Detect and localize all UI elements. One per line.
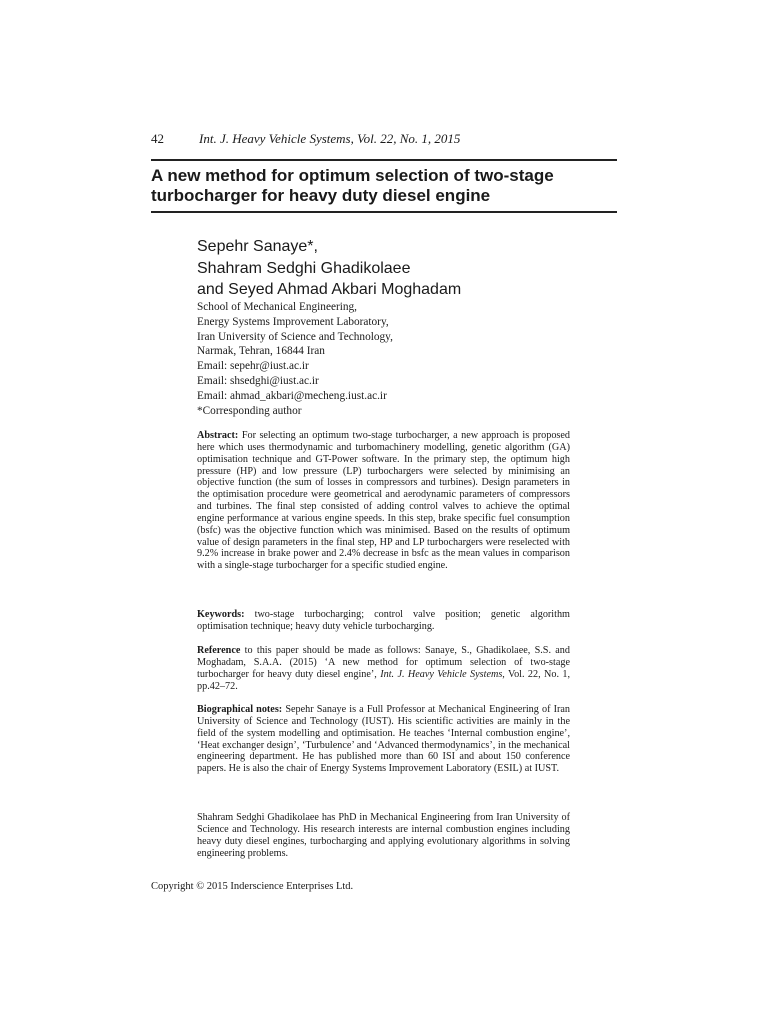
author-line: and Seyed Ahmad Akbari Moghadam (197, 281, 462, 298)
keywords-text: two-stage turbocharging; control valve position; genetic algorithm optimisation technique; heavy duty vehicle turbocharging. (197, 609, 570, 632)
paper-title: A new method for optimum selection of two-stage turbocharger for heavy duty diesel engine (151, 166, 554, 205)
title-rule-top (151, 159, 617, 161)
reference (197, 645, 570, 692)
author-list (197, 236, 617, 301)
biographical-notes (197, 704, 570, 775)
bio-paragraph-2: Shahram Sedghi Ghadikolaee has PhD in Mechanical Engineering from Iran University of Science and Technology. His research interests are internal combustion engines including heavy duty diesel engines, turbocharging and applying evolutionary algorithms in solving engineering problems. (197, 812, 570, 859)
reference-volume: , Vol. 22, No. 1, pp.42–72. (197, 668, 571, 692)
journal-citation: Int. J. Heavy Vehicle Systems, Vol. 22, No. 1, 2015 (199, 131, 461, 146)
page-number: 42 (151, 131, 164, 146)
keywords (197, 609, 570, 633)
corresponding-author-note: *Corresponding author (197, 404, 302, 417)
author-line: Shahram Sedghi Ghadikolaee (197, 259, 411, 277)
keywords-label: Keywords: (197, 609, 245, 620)
email-line: Email: shsedghi@iust.ac.ir (197, 374, 319, 387)
abstract (197, 430, 570, 572)
bio-label: Biographical notes: (197, 704, 283, 715)
running-head (151, 131, 621, 147)
reference-text: to this paper should be made as follows: Sanaye, S., Ghadikolaee, S.S. and Moghadam, S.A.A. (2015) ‘A new method for optimum selection of two-stage turbocharger for heavy duty diesel engine’, (197, 645, 570, 680)
affiliation-line: Energy Systems Improvement Laboratory, (197, 315, 389, 328)
email-line: Email: ahmad_akbari@mecheng.iust.ac.ir (197, 389, 387, 402)
affiliation-line: School of Mechanical Engineering, (197, 301, 357, 313)
bio-paragraph: Sepehr Sanaye is a Full Professor at Mechanical Engineering of Iran University of Science and Technology (IUST). His scientific activities are mainly in the field of the system modelling and optimisation. He teaches ‘Internal combustion engine’, ‘Heat exchanger design’, ‘Turbulence’ and ‘Advanced thermodynamics’, in the mechanical engineering department. He has published more than 60 ISI and about 150 conference papers. He is also the chair of Energy Systems Improvement Laboratory (ESIL) at IUST. (197, 704, 570, 775)
reference-label: Reference (197, 645, 241, 656)
email-line: Email: sepehr@iust.ac.ir (197, 360, 309, 373)
abstract-text: For selecting an optimum two-stage turbocharger, a new approach is proposed here which uses thermodynamic and turbomachinery modelling, genetic algorithm (GA) optimisation technique and GT-Power software. In the primary step, the optimum high pressure (HP) and low pressure (LP) turbochargers were selected by minimising an objective function (the sum of losses in compressors and turbines). Design parameters in the optimisation procedure were geometrical and aerodynamic parameters of compressors and turbines. The final step consisted of adding control valves to achieve the optimal engine performance at various engine speeds. In this step, brake specific fuel consumption (bsfc) was the objective function which was minimised. Based on the results of optimum value of design parameters in the final step, HP and LP turbochargers were reselected with 9.2% increase in brake power and 2.4% decrease in bsfc as the mean values in comparison with a single-stage turbocharger for a specific studied engine. (197, 430, 571, 572)
title-rule-bottom (151, 211, 617, 213)
affiliation-line: Iran University of Science and Technology, (197, 330, 393, 343)
affiliation-block (197, 300, 617, 418)
copyright-notice: Copyright © 2015 Inderscience Enterprises Ltd. (151, 881, 354, 892)
author-line: Sepehr Sanaye*, (197, 238, 318, 255)
abstract-label: Abstract: (197, 430, 239, 441)
reference-journal: Int. J. Heavy Vehicle Systems (380, 668, 503, 680)
affiliation-line: Narmak, Tehran, 16844 Iran (197, 345, 325, 358)
